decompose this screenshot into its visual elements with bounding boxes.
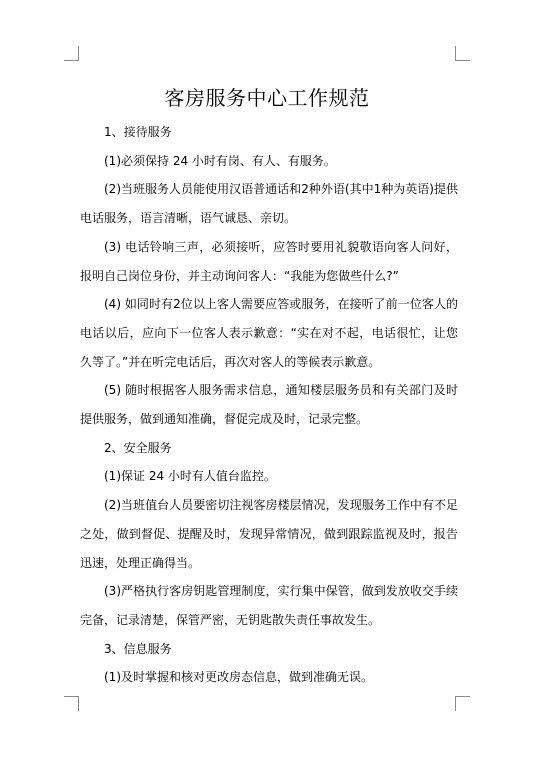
paragraph: (1)必须保持 24 小时有岗、有人、有服务。 (104, 153, 336, 168)
paragraph: (1)保证 24 小时有人值台监控。 (104, 469, 276, 484)
document-title: 客房服务中心工作规范 (164, 86, 370, 110)
paragraph: (2)当班值台人员要密切注视客房楼层情况，发现服务工作中有不足之处，做到督促、提醒及时，发现异常情况，做到跟踪监视及时，报告迅速，处理正确得当。 (80, 498, 458, 570)
paragraph: (5) 随时根据客人服务需求信息，通知楼层服务员和有关部门及时提供服务，做到通知准确，督促完成及时，记录完整。 (80, 383, 458, 427)
crop-mark-top-right (455, 46, 470, 61)
section-heading: 2、安全服务 (104, 440, 172, 455)
paragraph: (4) 如同时有2位以上客人需要应答或服务，在接听了前一位客人的电话以后，应向下一位客人表示歉意：“实在对不起，电话很忙，让您久等了。”并在听完电话后，再次对客人的等候表示歉意。 (80, 297, 458, 369)
crop-mark-bottom-right (455, 696, 470, 711)
paragraph: (1)及时掌握和核对更改房态信息，做到准确无误。 (104, 670, 373, 685)
paragraph: (3) 电话铃响三声，必须接听，应答时要用礼貌敬语向客人问好，报明自己岗位身份，并主动询问客人：“我能为您做些什么?” (80, 239, 458, 283)
paragraph: (3)严格执行客房钥匙管理制度，实行集中保管，做到发放收交手续完备，记录清楚，保管严密，无钥匙散失责任事故发生。 (80, 584, 458, 627)
section-heading: 1、接待服务 (104, 125, 172, 139)
paragraph: (2)当班服务人员能使用汉语普通话和2种外语(其中1种为英语)提供电话服务，语言清晰，语气诚恳、亲切。 (80, 182, 458, 226)
crop-mark-top-left (64, 46, 79, 61)
crop-mark-bottom-left (64, 696, 79, 711)
section-heading: 3、信息服务 (104, 641, 172, 656)
document-body (80, 118, 458, 692)
